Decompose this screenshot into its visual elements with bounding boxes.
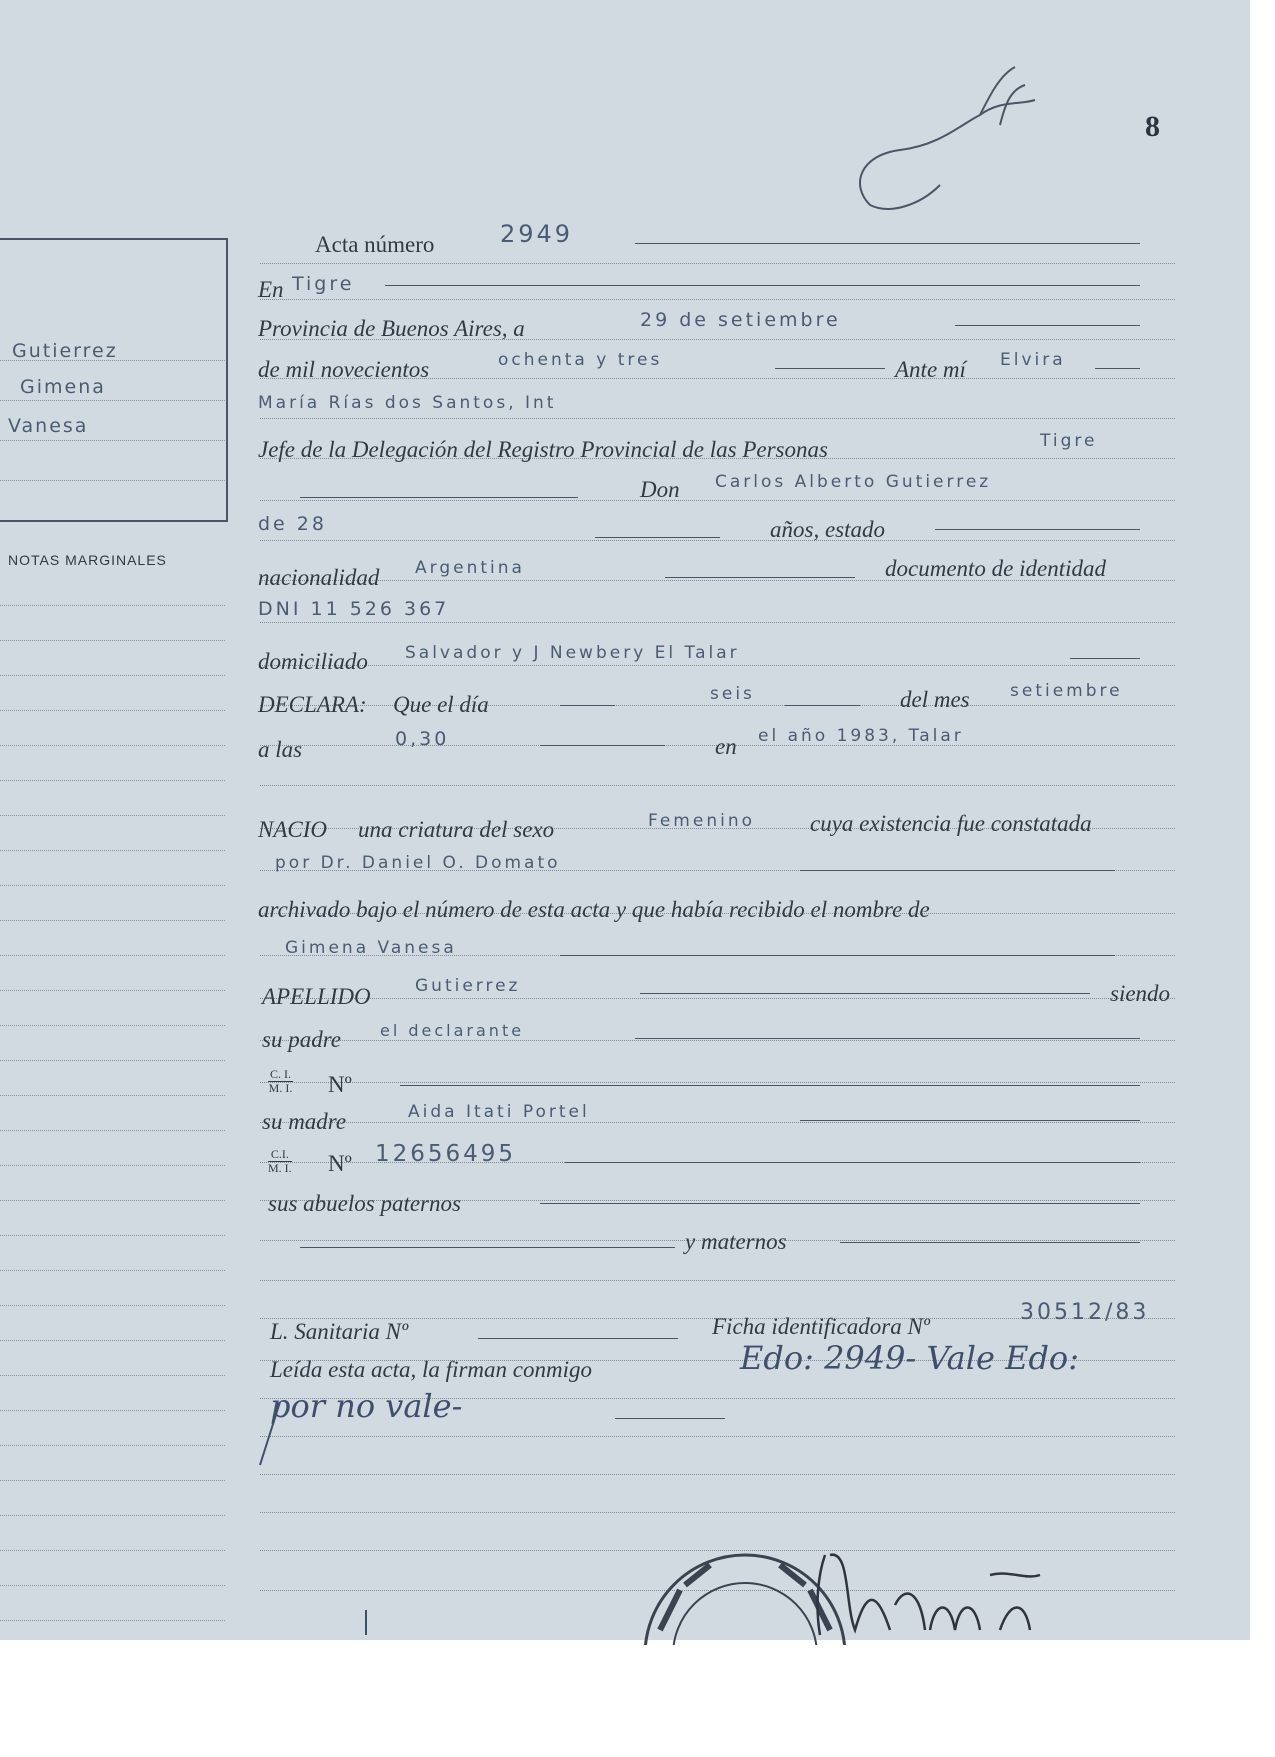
don-value: Carlos Alberto Gutierrez [715, 472, 992, 492]
registrar-signature [810, 1545, 1060, 1640]
su-madre-label: su madre [262, 1109, 347, 1134]
lugar-value: el año 1983, Talar [758, 726, 964, 746]
jefe-delegacion-label: Jefe de la Delegación del Registro Provincial de las Personas [258, 437, 828, 462]
page-number: 8 [1145, 110, 1160, 143]
siendo-label: siendo [1110, 981, 1171, 1006]
sexo-value: Femenino [648, 811, 755, 831]
jefe-delegacion-value: Tigre [1040, 431, 1098, 451]
libreta-sanitaria-label: L. Sanitaria Nº [270, 1319, 409, 1344]
edad-value: de 28 [258, 513, 327, 535]
documento-label: documento de identidad [885, 556, 1107, 581]
stroke-mark [365, 1610, 367, 1635]
domiciliado-label: domiciliado [258, 649, 368, 674]
su-padre-label: su padre [262, 1027, 342, 1052]
del-mes-label: del mes [900, 687, 970, 712]
madre-nro-label: Nº [328, 1151, 352, 1176]
criatura-label: una criatura del sexo [358, 817, 555, 842]
madre-value: Aida Itati Portel [408, 1102, 590, 1122]
dia-value: seis [710, 684, 755, 704]
padre-value: el declarante [380, 1021, 525, 1040]
don-label: Don [640, 477, 680, 502]
ci-mi-fraction: $\frac{C. I.}{M. I.}$ [268, 1067, 293, 1096]
ante-mi-value: Elvira [1000, 350, 1066, 370]
mil-novecientos-label: de mil novecientos [258, 357, 430, 382]
archivado-label: archivado bajo el número de esta acta y que había recibido el nombre de [258, 897, 930, 922]
margin-note-first-name: Gimena [20, 376, 106, 398]
en-label: En [258, 277, 284, 302]
ante-mi-label: Ante mí [895, 357, 966, 382]
constatada-por-value: por Dr. Daniel O. Domato [275, 853, 561, 873]
margin-note-surname: Gutierrez [12, 340, 118, 362]
apellido-label: APELLIDO [262, 984, 371, 1009]
signature-scribble-top [830, 55, 1060, 225]
anos-estado-label: años, estado [770, 517, 885, 542]
nacionalidad-value: Argentina [415, 558, 525, 578]
leida-acta-annotation: Edo: 2949- Vale Edo: [740, 1339, 1079, 1377]
nombre-value: Gimena Vanesa [285, 938, 457, 958]
nacionalidad-label: nacionalidad [258, 565, 380, 590]
padre-nro-label: Nº [328, 1072, 352, 1097]
abuelos-maternos-label: y maternos [685, 1229, 787, 1254]
en-value: Tigre [292, 273, 355, 295]
acta-number-value: 2949 [500, 220, 574, 248]
madre-documento-value: 12656495 [375, 1141, 517, 1167]
marginal-notes-label: NOTAS MARGINALES [8, 552, 167, 568]
en-lugar-label: en [715, 734, 737, 759]
leida-acta-label: Leída esta acta, la firman conmigo [270, 1357, 592, 1382]
annotation-stroke [255, 1400, 285, 1470]
existencia-label: cuya existencia fue constatada [810, 811, 1092, 836]
nacio-label: NACIO [258, 817, 327, 842]
abuelos-paternos-label: sus abuelos paternos [268, 1191, 461, 1216]
ficha-identificadora-value: 30512/83 [1020, 1300, 1150, 1325]
margin-note-middle-name: Vanesa [8, 415, 89, 437]
que-el-dia-label: Que el día [393, 692, 489, 717]
ficha-identificadora-label: Ficha identificadora Nº [712, 1314, 930, 1339]
domicilio-value: Salvador y J Newbery El Talar [405, 643, 740, 663]
declara-label: DECLARA: [258, 692, 367, 717]
mes-value: setiembre [1010, 681, 1123, 701]
apellido-value: Gutierrez [415, 976, 521, 996]
year-words-value: ochenta y tres [498, 350, 663, 370]
provincia-label: Provincia de Buenos Aires, a [258, 316, 525, 341]
leida-acta-annotation-continued: por no vale- [270, 1387, 463, 1425]
a-las-label: a las [258, 737, 303, 762]
ante-mi-value-continued: María Rías dos Santos, Int [258, 393, 557, 413]
acta-number-label: Acta número [315, 232, 435, 257]
hora-value: 0,30 [395, 728, 450, 750]
documento-value: DNI 11 526 367 [258, 598, 450, 620]
ci-mi-fraction-madre: $\frac{C.I.}{M. I.}$ [268, 1147, 292, 1176]
fecha-value: 29 de setiembre [640, 309, 841, 331]
